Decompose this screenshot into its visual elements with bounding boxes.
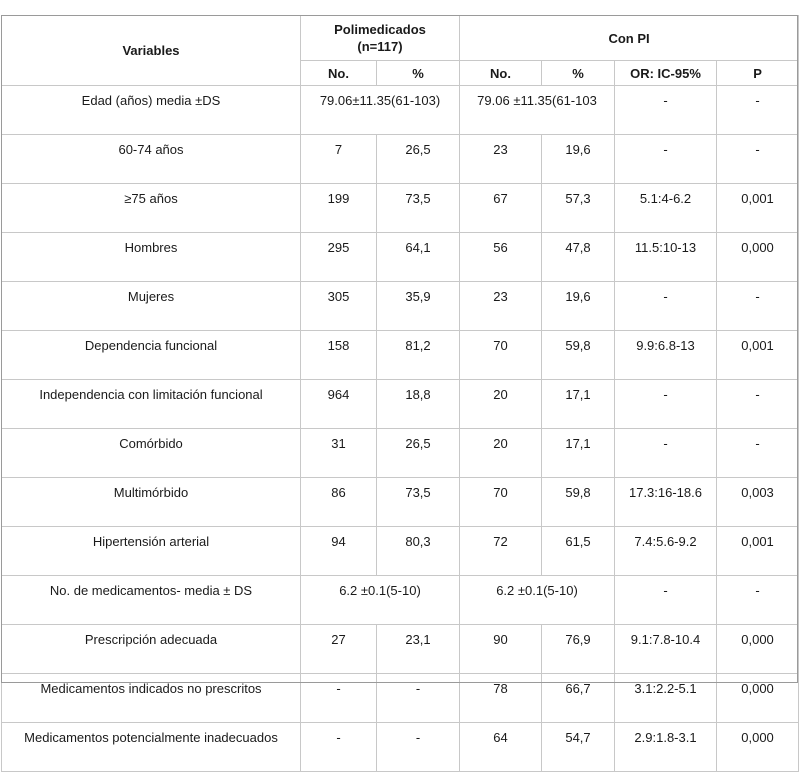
- row-label: Medicamentos indicados no prescritos: [2, 674, 301, 723]
- cell-or: 3.1:2.2-5.1: [615, 674, 717, 723]
- table-row: [2, 380, 799, 429]
- cell-pct-1: 80,3: [377, 527, 460, 576]
- table-row: [2, 233, 799, 282]
- cell-no-1: 305: [301, 282, 377, 331]
- cell-no-1: 158: [301, 331, 377, 380]
- cell-pct-1: -: [377, 723, 460, 772]
- table-row: [2, 86, 799, 135]
- cell-p: 0,000: [717, 723, 799, 772]
- cell-pct-1: 81,2: [377, 331, 460, 380]
- row-label: 60-74 años: [2, 135, 301, 184]
- cell-pct-2: 17,1: [542, 429, 615, 478]
- cell-pct-2: 54,7: [542, 723, 615, 772]
- cell-no-1: -: [301, 674, 377, 723]
- cell-pct-1: 23,1: [377, 625, 460, 674]
- subheader-pct-2: %: [542, 61, 615, 86]
- row-label: Multimórbido: [2, 478, 301, 527]
- table-row: [2, 282, 799, 331]
- cell-no-2: 72: [460, 527, 542, 576]
- cell-pct-1: 64,1: [377, 233, 460, 282]
- cell-pct-2: 61,5: [542, 527, 615, 576]
- cell-merged-conpi: 6.2 ±0.1(5-10): [460, 576, 615, 625]
- cell-p: 0,000: [717, 674, 799, 723]
- cell-pct-1: 73,5: [377, 184, 460, 233]
- cell-p: 0,001: [717, 184, 799, 233]
- cell-p: 0,000: [717, 233, 799, 282]
- cell-p: -: [717, 135, 799, 184]
- subheader-or: OR: IC-95%: [615, 61, 717, 86]
- row-label: Dependencia funcional: [2, 331, 301, 380]
- cell-pct-2: 59,8: [542, 478, 615, 527]
- table-row: [2, 135, 799, 184]
- cell-no-2: 70: [460, 331, 542, 380]
- results-table: [1, 15, 799, 772]
- cell-or: 17.3:16-18.6: [615, 478, 717, 527]
- cell-pct-2: 66,7: [542, 674, 615, 723]
- cell-no-2: 20: [460, 380, 542, 429]
- cell-no-2: 23: [460, 282, 542, 331]
- header-con-pi: Con PI: [460, 16, 799, 61]
- header-polimedicados-n: (n=117): [357, 39, 403, 54]
- cell-pct-2: 59,8: [542, 331, 615, 380]
- cell-or: -: [615, 380, 717, 429]
- table-row: [2, 723, 799, 772]
- cell-no-1: 27: [301, 625, 377, 674]
- subheader-no-1: No.: [301, 61, 377, 86]
- cell-merged-polimedicados: 79.06±11.35(61-103): [301, 86, 460, 135]
- cell-p: 0,001: [717, 527, 799, 576]
- cell-pct-2: 19,6: [542, 282, 615, 331]
- cell-no-1: 31: [301, 429, 377, 478]
- cell-p: 0,001: [717, 331, 799, 380]
- cell-p: -: [717, 429, 799, 478]
- cell-pct-2: 17,1: [542, 380, 615, 429]
- cell-no-2: 20: [460, 429, 542, 478]
- header-polimedicados: [301, 16, 460, 61]
- row-label: Medicamentos potencialmente inadecuados: [2, 723, 301, 772]
- row-label: Edad (años) media ±DS: [2, 86, 301, 135]
- cell-pct-1: 73,5: [377, 478, 460, 527]
- cell-no-2: 67: [460, 184, 542, 233]
- cell-pct-2: 76,9: [542, 625, 615, 674]
- cell-or: 9.1:7.8-10.4: [615, 625, 717, 674]
- table-row: [2, 576, 799, 625]
- cell-pct-1: 26,5: [377, 135, 460, 184]
- cell-pct-2: 57,3: [542, 184, 615, 233]
- cell-pct-2: 19,6: [542, 135, 615, 184]
- table-row: [2, 625, 799, 674]
- cell-pct-1: 26,5: [377, 429, 460, 478]
- cell-no-1: -: [301, 723, 377, 772]
- cell-or: 9.9:6.8-13: [615, 331, 717, 380]
- cell-no-1: 964: [301, 380, 377, 429]
- row-label: Independencia con limitación funcional: [2, 380, 301, 429]
- cell-pct-1: -: [377, 674, 460, 723]
- table-row: [2, 429, 799, 478]
- cell-or: 7.4:5.6-9.2: [615, 527, 717, 576]
- row-label: Comórbido: [2, 429, 301, 478]
- table-row: [2, 674, 799, 723]
- table-row: [2, 184, 799, 233]
- header-polimedicados-title: Polimedicados: [334, 22, 426, 37]
- cell-or: -: [615, 135, 717, 184]
- row-label: No. de medicamentos- media ± DS: [2, 576, 301, 625]
- cell-or: -: [615, 86, 717, 135]
- table-row: [2, 478, 799, 527]
- cell-merged-conpi: 79.06 ±11.35(61-103: [460, 86, 615, 135]
- cell-no-1: 295: [301, 233, 377, 282]
- row-label: Mujeres: [2, 282, 301, 331]
- cell-no-1: 94: [301, 527, 377, 576]
- row-label: ≥75 años: [2, 184, 301, 233]
- cell-or: 11.5:10-13: [615, 233, 717, 282]
- cell-or: -: [615, 429, 717, 478]
- row-label: Hombres: [2, 233, 301, 282]
- row-label: Hipertensión arterial: [2, 527, 301, 576]
- cell-pct-1: 35,9: [377, 282, 460, 331]
- cell-p: 0,000: [717, 625, 799, 674]
- cell-no-2: 78: [460, 674, 542, 723]
- cell-no-1: 199: [301, 184, 377, 233]
- cell-no-2: 56: [460, 233, 542, 282]
- cell-or: 2.9:1.8-3.1: [615, 723, 717, 772]
- cell-p: -: [717, 86, 799, 135]
- cell-no-2: 64: [460, 723, 542, 772]
- table-row: [2, 527, 799, 576]
- row-label: Prescripción adecuada: [2, 625, 301, 674]
- cell-or: -: [615, 576, 717, 625]
- cell-pct-1: 18,8: [377, 380, 460, 429]
- cell-no-2: 70: [460, 478, 542, 527]
- cell-no-1: 7: [301, 135, 377, 184]
- cell-no-2: 90: [460, 625, 542, 674]
- subheader-p: P: [717, 61, 799, 86]
- cell-p: -: [717, 380, 799, 429]
- cell-or: -: [615, 282, 717, 331]
- cell-merged-polimedicados: 6.2 ±0.1(5-10): [301, 576, 460, 625]
- cell-no-2: 23: [460, 135, 542, 184]
- cell-pct-2: 47,8: [542, 233, 615, 282]
- cell-no-1: 86: [301, 478, 377, 527]
- subheader-pct-1: %: [377, 61, 460, 86]
- cell-p: -: [717, 576, 799, 625]
- cell-p: -: [717, 282, 799, 331]
- subheader-no-2: No.: [460, 61, 542, 86]
- table-row: [2, 331, 799, 380]
- cell-p: 0,003: [717, 478, 799, 527]
- cell-or: 5.1:4-6.2: [615, 184, 717, 233]
- header-variables: Variables: [2, 16, 301, 86]
